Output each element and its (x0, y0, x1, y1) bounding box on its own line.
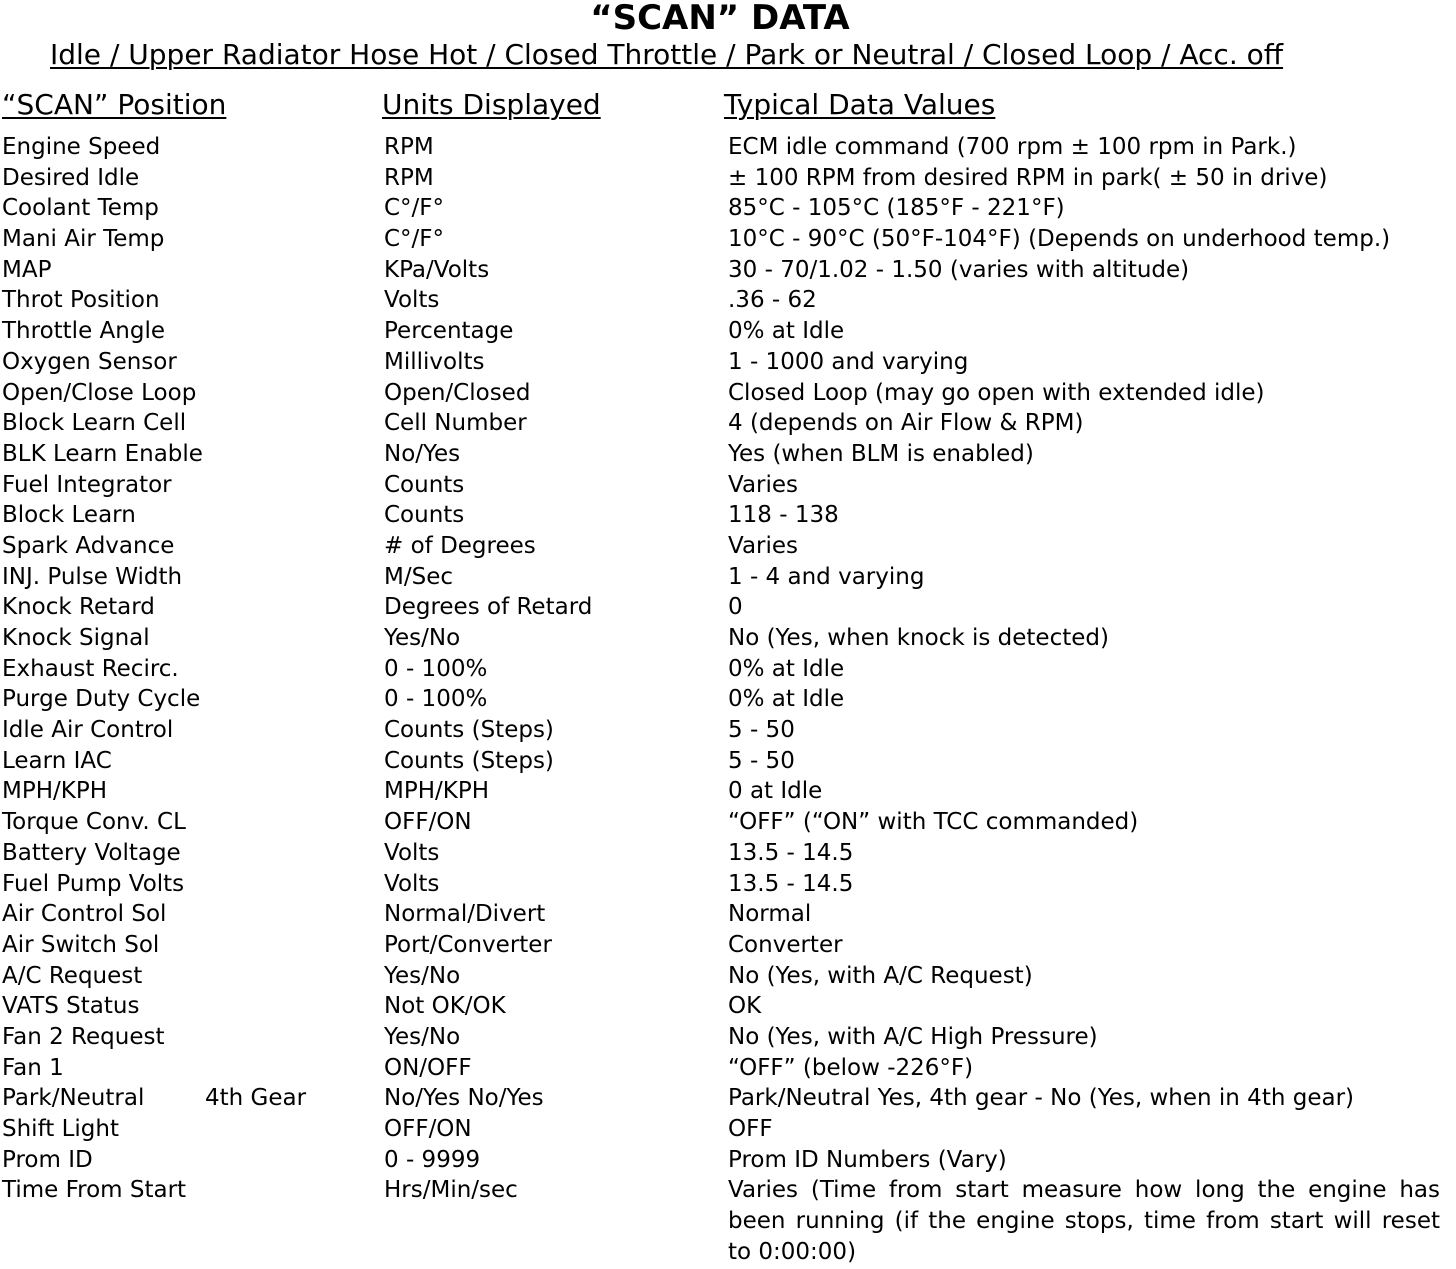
table-row (0, 623, 1456, 654)
typical-value: ± 100 RPM from desired RPM in park( ± 50 in drive) (728, 164, 1328, 191)
table-row (0, 531, 1456, 562)
scan-position: BLK Learn Enable (2, 440, 203, 467)
scan-position: Fan 1 (2, 1054, 64, 1081)
units-displayed: Degrees of Retard (384, 594, 593, 621)
typical-value: No (Yes, with A/C High Pressure) (728, 1023, 1098, 1050)
units-displayed: Volts (384, 839, 440, 866)
typical-value: No (Yes, with A/C Request) (728, 962, 1033, 989)
typical-value: Converter (728, 931, 843, 958)
typical-value: No (Yes, when knock is detected) (728, 625, 1109, 651)
scan-position: Prom ID (2, 1146, 93, 1173)
typical-value: 0% at Idle (728, 655, 845, 682)
table-row (0, 1053, 1456, 1084)
table-row (0, 869, 1456, 900)
table-row (0, 746, 1456, 777)
table-row (0, 255, 1456, 286)
table-row (0, 193, 1456, 224)
column-header-values: Typical Data Values (724, 88, 996, 121)
table-row (0, 316, 1456, 347)
scan-position: MPH/KPH (2, 778, 108, 805)
scan-position: Open/Close Loop (2, 379, 197, 406)
units-displayed: Normal/Divert (384, 901, 546, 928)
scan-position: Fuel Pump Volts (2, 870, 185, 897)
table-row (0, 715, 1456, 746)
scan-position: VATS Status (2, 993, 140, 1020)
table-row (0, 592, 1456, 623)
typical-value: OFF (728, 1116, 773, 1142)
typical-value: Park/Neutral Yes, 4th gear - No (Yes, when in 4th gear) (728, 1085, 1354, 1112)
units-displayed: Volts (384, 287, 440, 314)
typical-value: 1 - 4 and varying (728, 563, 925, 590)
table-row (0, 439, 1456, 470)
scan-position: Torque Conv. CL (2, 809, 186, 836)
scan-position: Oxygen Sensor (2, 348, 177, 375)
scan-position: Purge Duty Cycle (2, 686, 201, 713)
units-displayed: KPa/Volts (384, 256, 490, 283)
typical-value: 10°C - 90°C (50°F-104°F) (Depends on underhood temp.) (728, 226, 1391, 253)
units-displayed: Counts (Steps) (384, 717, 554, 744)
typical-value: 0 (728, 594, 743, 621)
typical-value: 118 - 138 (728, 502, 839, 529)
units-displayed: 0 - 100% (384, 686, 488, 713)
scan-position: Knock Signal (2, 625, 150, 651)
column-header-position: “SCAN” Position (2, 88, 227, 121)
table-row (0, 654, 1456, 685)
scan-position: Engine Speed (2, 134, 161, 160)
units-displayed: Hrs/Min/sec (384, 1177, 518, 1204)
scan-position: Time From Start (2, 1177, 187, 1204)
scan-position: Battery Voltage (2, 839, 181, 866)
scan-position: Idle Air Control (2, 717, 174, 744)
scan-position: Fan 2 Request (2, 1023, 165, 1050)
scan-position: A/C Request (2, 962, 143, 989)
scan-position: Block Learn Cell (2, 410, 187, 437)
typical-value: .36 - 62 (728, 287, 817, 314)
typical-value: 1 - 1000 and varying (728, 348, 969, 375)
typical-value: 30 - 70/1.02 - 1.50 (varies with altitude) (728, 256, 1190, 283)
table-row (0, 776, 1456, 807)
table-row (0, 163, 1456, 194)
table-row (0, 1145, 1456, 1176)
scan-position: Mani Air Temp (2, 226, 165, 253)
scan-position: Air Control Sol (2, 901, 167, 928)
table-row (0, 285, 1456, 316)
typical-value: Varies (Time from start measure how long the engine has been running (if the engine stops, time from start will reset to 0:00:00) (728, 1177, 1440, 1266)
scan-position: Park/Neutral (2, 1085, 145, 1112)
units-displayed: Volts (384, 870, 440, 897)
units-displayed: No/Yes (384, 440, 461, 467)
typical-value: OK (728, 993, 762, 1020)
typical-value: “OFF” (“ON” with TCC commanded) (728, 809, 1139, 836)
conditions-subtitle: Idle / Upper Radiator Hose Hot / Closed Throttle / Park or Neutral / Closed Loop / Acc. off (50, 38, 1284, 71)
scan-position: Spark Advance (2, 532, 175, 559)
page-title: “SCAN” DATA (590, 0, 850, 38)
units-displayed: M/Sec (384, 563, 453, 590)
scan-position: Air Switch Sol (2, 931, 160, 958)
typical-value: 0% at Idle (728, 318, 845, 345)
typical-value: Prom ID Numbers (Vary) (728, 1146, 1007, 1173)
scan-position: Throt Position (2, 287, 160, 314)
units-displayed: MPH/KPH (384, 778, 490, 805)
scan-position: INJ. Pulse Width (2, 563, 183, 590)
units-displayed: Yes/No (384, 962, 461, 989)
scan-position: Knock Retard (2, 594, 155, 621)
scan-position: Shift Light (2, 1116, 119, 1142)
units-displayed: C°/F° (384, 195, 445, 222)
units-displayed: Cell Number (384, 410, 527, 437)
units-displayed: No/Yes No/Yes (384, 1085, 544, 1112)
units-displayed: Millivolts (384, 348, 485, 375)
units-displayed: 0 - 9999 (384, 1146, 481, 1173)
table-row (0, 899, 1456, 930)
units-displayed: Open/Closed (384, 379, 531, 406)
table-row (0, 961, 1456, 992)
units-displayed: Counts (384, 502, 465, 529)
table-row (0, 1083, 1456, 1114)
table-row (0, 378, 1456, 409)
typical-value: Yes (when BLM is enabled) (728, 440, 1034, 467)
units-displayed: Counts (384, 471, 465, 498)
units-displayed: RPM (384, 134, 434, 160)
typical-value: 13.5 - 14.5 (728, 839, 854, 866)
table-row (0, 1114, 1456, 1145)
table-row (0, 1175, 1456, 1269)
table-row (0, 408, 1456, 439)
typical-value: 85°C - 105°C (185°F - 221°F) (728, 195, 1065, 222)
scan-position: Coolant Temp (2, 195, 159, 222)
typical-value: “OFF” (below -226°F) (728, 1054, 974, 1081)
scan-position: Desired Idle (2, 164, 140, 191)
units-displayed: Yes/No (384, 1023, 461, 1050)
typical-value: 5 - 50 (728, 717, 795, 744)
units-displayed: Yes/No (384, 625, 461, 651)
typical-value: Normal (728, 901, 812, 928)
scan-position: Exhaust Recirc. (2, 655, 179, 682)
scan-position: Block Learn (2, 502, 136, 529)
table-row (0, 132, 1456, 163)
units-displayed: Counts (Steps) (384, 747, 554, 774)
typical-value: 5 - 50 (728, 747, 795, 774)
table-row (0, 807, 1456, 838)
units-displayed: OFF/ON (384, 1116, 472, 1142)
units-displayed: RPM (384, 164, 434, 191)
units-displayed: ON/OFF (384, 1054, 472, 1081)
typical-value: 13.5 - 14.5 (728, 870, 854, 897)
table-row (0, 838, 1456, 869)
typical-value: ECM idle command (700 rpm ± 100 rpm in Park.) (728, 134, 1297, 160)
scan-position: MAP (2, 256, 52, 283)
table-row (0, 930, 1456, 961)
typical-value: Closed Loop (may go open with extended idle) (728, 379, 1265, 406)
typical-value: 4 (depends on Air Flow & RPM) (728, 410, 1084, 437)
units-displayed: OFF/ON (384, 809, 472, 836)
table-row (0, 347, 1456, 378)
table-row (0, 1022, 1456, 1053)
column-header-units: Units Displayed (382, 88, 601, 121)
table-row (0, 470, 1456, 501)
units-displayed: Not OK/OK (384, 993, 506, 1020)
scan-position-extra: 4th Gear (205, 1085, 307, 1112)
typical-value: 0% at Idle (728, 686, 845, 713)
scan-position: Fuel Integrator (2, 471, 172, 498)
scan-position: Throttle Angle (2, 318, 165, 345)
scan-position: Learn IAC (2, 747, 112, 774)
units-displayed: Port/Converter (384, 931, 552, 958)
table-row (0, 991, 1456, 1022)
table-row (0, 500, 1456, 531)
typical-value: Varies (728, 471, 799, 498)
units-displayed: Percentage (384, 318, 514, 345)
units-displayed: # of Degrees (384, 532, 536, 559)
table-row (0, 224, 1456, 255)
table-row (0, 562, 1456, 593)
units-displayed: C°/F° (384, 226, 445, 253)
scan-data-table (0, 132, 1456, 1269)
typical-value: 0 at Idle (728, 778, 823, 805)
table-row (0, 684, 1456, 715)
typical-value: Varies (728, 532, 799, 559)
units-displayed: 0 - 100% (384, 655, 488, 682)
